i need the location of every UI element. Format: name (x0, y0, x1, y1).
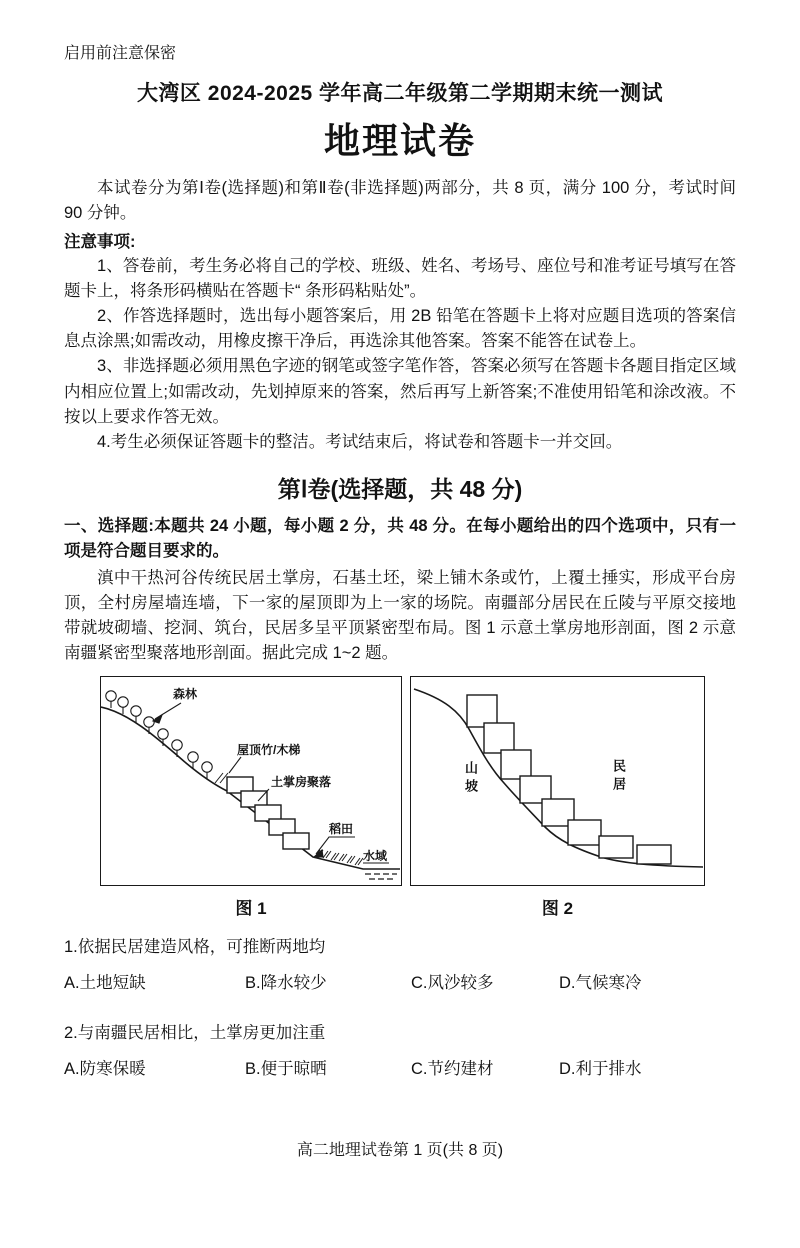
fig1-settlement-label: 土掌房聚落 (271, 775, 332, 790)
question-1-option-b[interactable]: B.降水较少 (245, 974, 327, 993)
question-2-options (64, 1055, 736, 1079)
figure-1-wrap (100, 676, 402, 919)
question-2-option-b[interactable]: B.便于晾晒 (245, 1060, 327, 1079)
figure-2-caption: 图 2 (541, 899, 574, 919)
question-2 (64, 1021, 736, 1079)
figures-row (100, 676, 736, 919)
question-1-options (64, 969, 736, 993)
fig1-paddy-label: 稻田 (329, 822, 354, 837)
question-1-option-a[interactable]: A.土地短缺 (64, 974, 146, 993)
question-1-option-d[interactable]: D.气候寒冷 (559, 974, 642, 993)
question-1-option-c[interactable]: C.风沙较多 (411, 974, 494, 993)
page-footer: 高二地理试卷第 1 页(共 8 页) (296, 1142, 504, 1160)
fig1-trees (106, 691, 212, 779)
question-1 (64, 935, 736, 993)
question-2-option-a[interactable]: A.防寒保暖 (64, 1060, 146, 1079)
note-item-3: 3、非选择题必须用黑色字迹的钢笔或签字笔作答，答案必须写在答题卡各题目指定区域内相应位置上;如需改动，先划掉原来的答案，然后再写上新答案;不准使用铅笔和涂改液。不按以上要求作答无效。 (64, 357, 736, 426)
paper-title: 地理试卷 (323, 120, 476, 161)
fig2-houses (467, 695, 671, 864)
question-2-option-c[interactable]: C.节约建材 (411, 1060, 494, 1079)
fig1-water-label: 水域 (363, 849, 388, 864)
question-2-option-d[interactable]: D.利于排水 (559, 1060, 642, 1079)
fig1-ladder (215, 773, 228, 783)
figure-2-wrap (410, 676, 705, 919)
question-1-stem: 1.依据民居建造风格，可推断两地均 (64, 938, 326, 957)
fig1-water-marks (365, 874, 397, 879)
fig2-dwelling-label: 民居 (611, 759, 626, 796)
fig2-hillside-label: 山坡 (463, 761, 478, 798)
fig1-roof-ladder-label: 屋顶竹/木梯 (237, 743, 301, 758)
confidential-note: 启用前注意保密 (64, 45, 177, 62)
question-2-stem: 2.与南疆民居相比，土掌房更加注重 (64, 1024, 326, 1043)
note-item-4: 4.考生必须保证答题卡的整洁。考试结束后，将试卷和答题卡一并交回。 (97, 432, 623, 451)
fig2-slope-line (414, 689, 703, 867)
section-1-title: 第Ⅰ卷(选择题，共 48 分) (277, 475, 523, 502)
figure-2 (410, 676, 705, 886)
figure-1-drawing (101, 677, 401, 885)
reading-passage: 滇中干热河谷传统民居土掌房，石基土坯，梁上铺木条或竹，上覆土捶实，形成平台房顶，全村房屋墙连墙，下一家的屋顶即为上一家的场院。南疆部分居民在丘陵与平原交接地带就坡砌墙、挖洞、筑台，民居多呈平顶紧密型布局。图 1 示意土掌房地形剖面，图 2 示意南疆紧密型聚落地形剖面。据此完成 1~2 题。 (64, 568, 736, 663)
notes-heading: 注意事项: (64, 233, 136, 252)
figure-1 (100, 676, 402, 886)
exam-title: 大湾区 2024-2025 学年高二年级第二学期期末统一测试 (136, 82, 664, 105)
figure-2-drawing (411, 677, 704, 885)
fig1-forest-label: 森林 (173, 687, 198, 702)
intro-paragraph: 本试卷分为第Ⅰ卷(选择题)和第Ⅱ卷(非选择题)两部分，共 8 页，满分 100 分，考试时间 90 分钟。 (64, 179, 736, 223)
section-1-instruction: 一、选择题:本题共 24 小题，每小题 2 分，共 48 分。在每小题给出的四个选项中，只有一项是符合题目要求的。 (64, 516, 736, 560)
note-item-1: 1、答卷前，考生务必将自己的学校、班级、姓名、考场号、座位号和准考证号填写在答题卡上，将条形码横贴在答题卡“ 条形码粘贴处”。 (64, 257, 736, 301)
note-item-2: 2、作答选择题时，选出每小题答案后，用 2B 铅笔在答题卡上将对应题目选项的答案信息点涂黑;如需改动，用橡皮擦干净后，再选涂其他答案。答案不能答在试卷上。 (64, 307, 736, 351)
figure-1-caption: 图 1 (235, 899, 267, 919)
